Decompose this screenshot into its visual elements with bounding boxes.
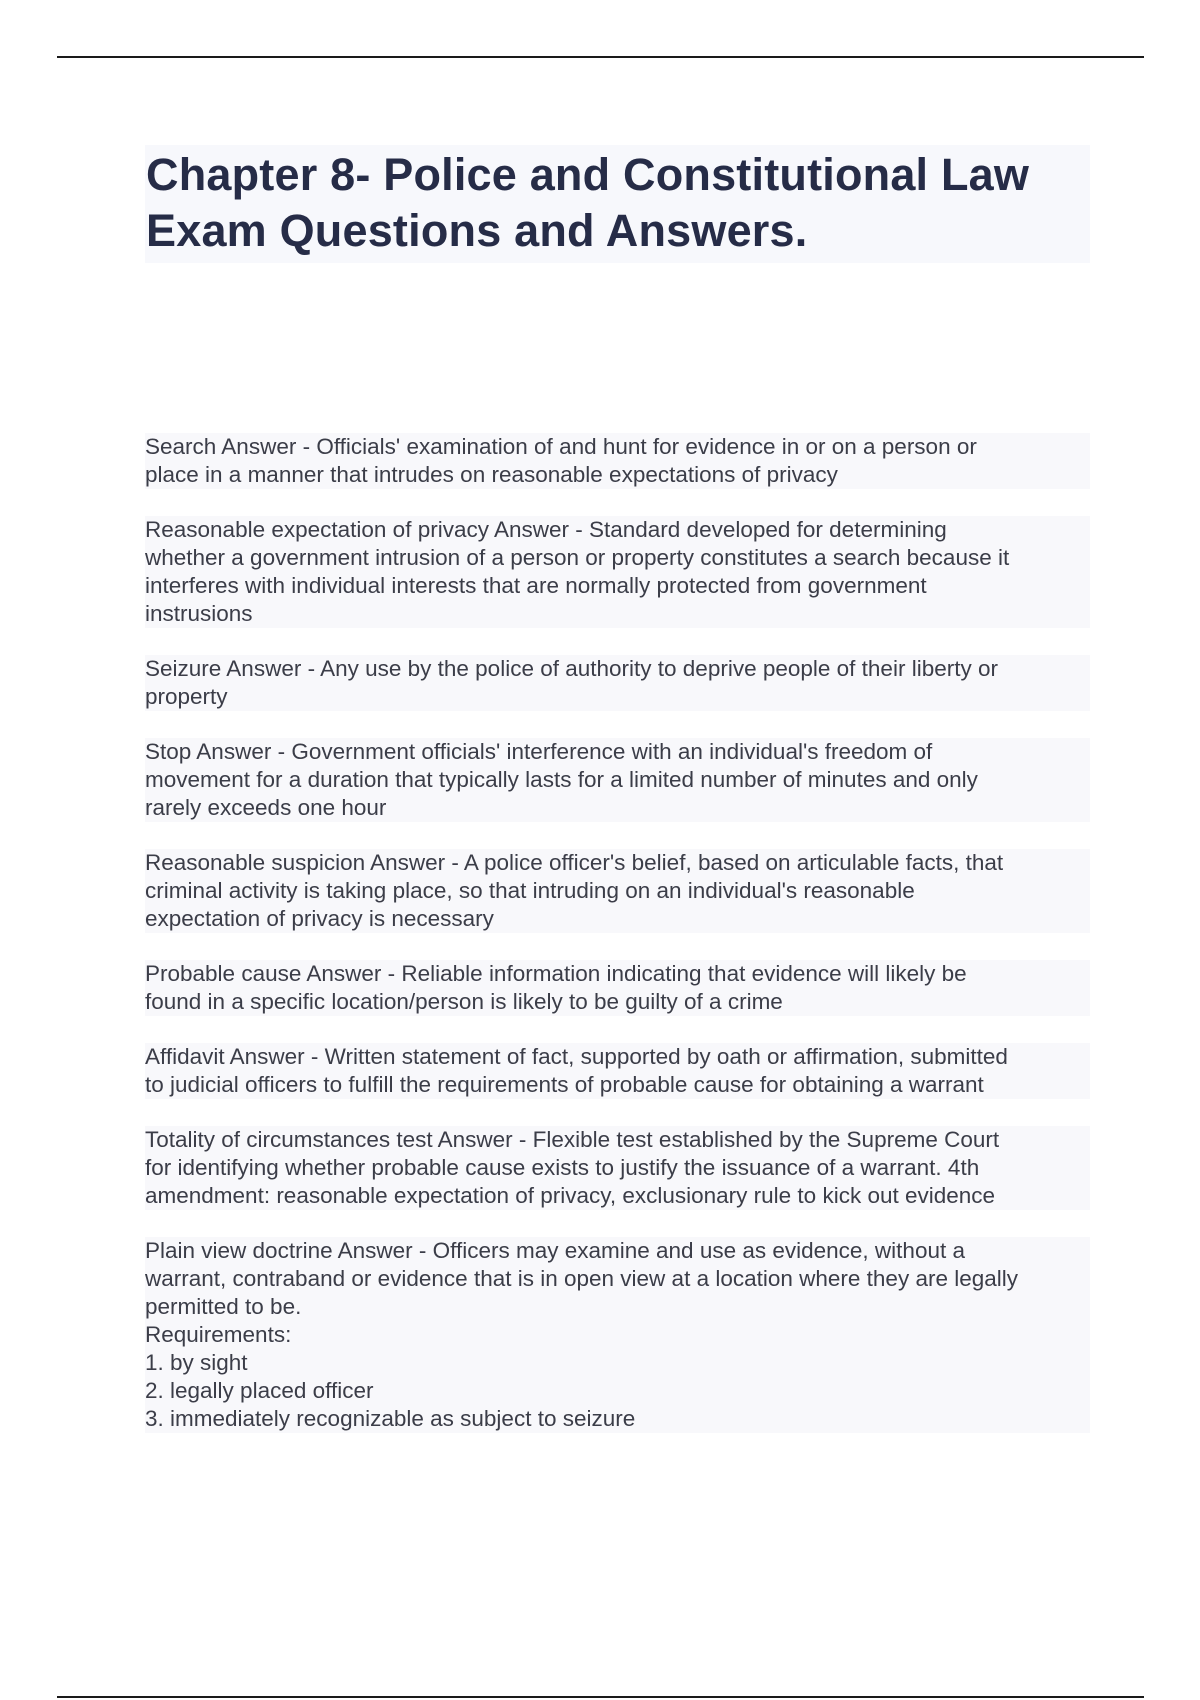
qa-entry-affidavit <box>145 1043 1090 1099</box>
requirement-item: 2. legally placed officer <box>145 1378 374 1403</box>
qa-entry-reasonable-suspicion <box>145 849 1090 933</box>
top-rule <box>57 56 1144 58</box>
entry-line: Affidavit Answer - Written statement of fact, supported by oath or affirmation, submitted <box>145 1044 1008 1069</box>
entry-line: whether a government intrusion of a person or property constitutes a search because it <box>145 545 1010 570</box>
requirement-item: 3. immediately recognizable as subject to seizure <box>145 1406 636 1431</box>
entry-line: rarely exceeds one hour <box>145 795 387 820</box>
entry-line: Reasonable expectation of privacy Answer - Standard developed for determining <box>145 517 947 542</box>
entry-line: place in a manner that intrudes on reasonable expectations of privacy <box>145 462 838 487</box>
qa-entry-reasonable-expectation <box>145 516 1090 628</box>
entry-line: Search Answer - Officials' examination of and hunt for evidence in or on a person or <box>145 434 977 459</box>
entry-line: Seizure Answer - Any use by the police of authority to deprive people of their liberty or <box>145 656 998 681</box>
entry-line: Reasonable suspicion Answer - A police officer's belief, based on articulable facts, that <box>145 850 1004 875</box>
qa-list <box>145 433 1090 1433</box>
entry-line: criminal activity is taking place, so that intruding on an individual's reasonable <box>145 878 915 903</box>
entry-line: Plain view doctrine Answer - Officers may examine and use as evidence, without a <box>145 1238 965 1263</box>
entry-line: amendment: reasonable expectation of privacy, exclusionary rule to kick out evidence <box>145 1183 996 1208</box>
entry-line: instrusions <box>145 601 253 626</box>
page-content <box>145 145 1090 1460</box>
entry-line: interferes with individual interests that are normally protected from government <box>145 573 927 598</box>
title-block <box>145 145 1090 263</box>
bottom-rule <box>57 1696 1144 1698</box>
qa-entry-search <box>145 433 1090 489</box>
entry-line: to judicial officers to fulfill the requirements of probable cause for obtaining a warrant <box>145 1072 984 1097</box>
title-line-2: Exam Questions and Answers. <box>146 205 808 256</box>
entry-line: expectation of privacy is necessary <box>145 906 494 931</box>
qa-entry-totality-of-circumstances <box>145 1126 1090 1210</box>
qa-entry-stop <box>145 738 1090 822</box>
entry-line: Stop Answer - Government officials' interference with an individual's freedom of <box>145 739 933 764</box>
entry-line: for identifying whether probable cause exists to justify the issuance of a warrant. 4th <box>145 1155 980 1180</box>
title-line-1: Chapter 8- Police and Constitutional Law <box>146 149 1030 200</box>
requirements-heading: Requirements: <box>145 1322 292 1347</box>
qa-entry-probable-cause <box>145 960 1090 1016</box>
entry-line: found in a specific location/person is likely to be guilty of a crime <box>145 989 783 1014</box>
entry-line: property <box>145 684 228 709</box>
page-title <box>146 147 1086 259</box>
entry-line: Probable cause Answer - Reliable information indicating that evidence will likely be <box>145 961 967 986</box>
entry-line: permitted to be. <box>145 1294 302 1319</box>
qa-entry-seizure <box>145 655 1090 711</box>
qa-entry-plain-view-doctrine <box>145 1237 1090 1433</box>
entry-line: movement for a duration that typically lasts for a limited number of minutes and only <box>145 767 978 792</box>
entry-line: warrant, contraband or evidence that is in open view at a location where they are legally <box>145 1266 1019 1291</box>
entry-line: Totality of circumstances test Answer - Flexible test established by the Supreme Court <box>145 1127 1000 1152</box>
requirement-item: 1. by sight <box>145 1350 248 1375</box>
